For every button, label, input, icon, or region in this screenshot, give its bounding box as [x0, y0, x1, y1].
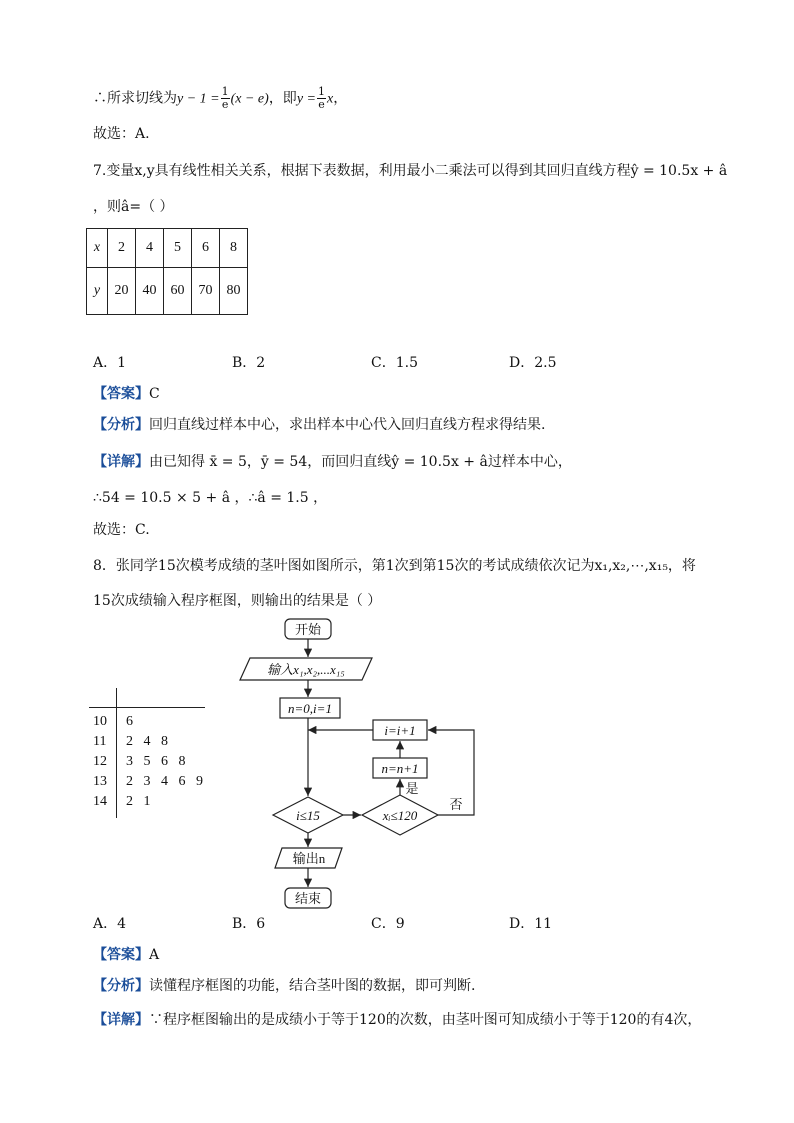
- q8-option-a: A．4: [93, 916, 127, 932]
- cond-x-label: xᵢ≤120: [382, 808, 418, 823]
- table-cell: 4: [136, 229, 164, 268]
- q8-stem-cont: 15次成绩输入程序框图，则输出的结果是（ ）: [93, 593, 382, 609]
- q8-option-b: B．6: [232, 916, 266, 932]
- stem-leaf-row: 13 2 3 4 6 9: [93, 774, 203, 789]
- q7-detail: 【详解】由已知得 x̄ = 5，ȳ = 54，而回归直线ŷ = 10.5x + â过样本中心，: [93, 454, 572, 470]
- output-label: 输出n: [292, 851, 326, 866]
- yes-label: 是: [405, 781, 419, 796]
- q7-option-b: B．2: [232, 355, 266, 371]
- table-cell: 20: [108, 268, 136, 315]
- q7-stem: 7.变量x,y具有线性相关关系，根据下表数据，利用最小二乘法可以得到其回归直线方程ŷ = 10.5x + â: [93, 163, 728, 179]
- q8-stem: 8．张同学15次模考成绩的茎叶图如图所示，第1次到第15次的考试成绩依次记为x₁,x₂,⋯,x₁₅，将: [93, 558, 696, 574]
- q7-analysis: 【分析】回归直线过样本中心，求出样本中心代入回归直线方程求得结果.: [93, 417, 546, 433]
- table-cell: 6: [192, 229, 220, 268]
- stem-leaf-row: 10 6: [93, 714, 133, 729]
- start-label: 开始: [294, 622, 322, 637]
- q8-detail: 【详解】∵程序框图输出的是成绩小于等于120的次数，由茎叶图可知成绩小于等于120的有4次，: [93, 1012, 702, 1028]
- no-label: 否: [449, 797, 463, 812]
- table-cell: y: [87, 268, 108, 315]
- fraction: $\frac{1}{e}$: [221, 85, 229, 111]
- q7-option-a: A．1: [93, 355, 127, 371]
- end-label: 结束: [294, 891, 322, 906]
- fraction: $\frac{1}{e}$: [317, 85, 325, 111]
- q8-analysis: 【分析】读懂程序框图的功能，结合茎叶图的数据，即可判断.: [93, 978, 476, 994]
- cond-i-label: i≤15: [296, 808, 320, 823]
- table-cell: 2: [108, 229, 136, 268]
- q8-answer: 【答案】A: [93, 947, 160, 963]
- stem-leaf-row: 12 3 5 6 8: [93, 754, 186, 769]
- table-cell: 80: [220, 268, 248, 315]
- table-cell: x: [87, 229, 108, 268]
- init-label: n=0,i=1: [288, 701, 332, 716]
- table-cell: 8: [220, 229, 248, 268]
- q7-option-d: D．2.5: [509, 355, 557, 371]
- input-label: 输入x₁,x₂,...x₁₅: [267, 662, 345, 677]
- inc-i-label: i=i+1: [384, 723, 416, 738]
- stem-leaf-row: 14 2 1: [93, 794, 151, 809]
- table-cell: 5: [164, 229, 192, 268]
- table-cell: 70: [192, 268, 220, 315]
- stem-leaf-row: 11 2 4 8: [93, 734, 168, 749]
- q7-option-c: C．1.5: [371, 355, 418, 371]
- choose-line: 故选：A.: [93, 126, 150, 142]
- table-cell: 40: [136, 268, 164, 315]
- tangent-line-result: ∴所求切线为y − 1 = $\frac{1}{e}$ (x − e)，即y = $\frac{1}{e}$ x，: [93, 85, 348, 111]
- q7-calc: ∴54 = 10.5 × 5 + â ，∴â = 1.5 ，: [93, 490, 328, 506]
- q7-stem-cont: ，则â=（ ）: [93, 199, 174, 215]
- inc-n-label: n=n+1: [381, 761, 419, 776]
- table-cell: 60: [164, 268, 192, 315]
- q8-option-c: C．9: [371, 916, 405, 932]
- q7-choose: 故选：C.: [93, 522, 150, 538]
- q7-answer: 【答案】C: [93, 386, 160, 402]
- q8-option-d: D．11: [509, 916, 553, 932]
